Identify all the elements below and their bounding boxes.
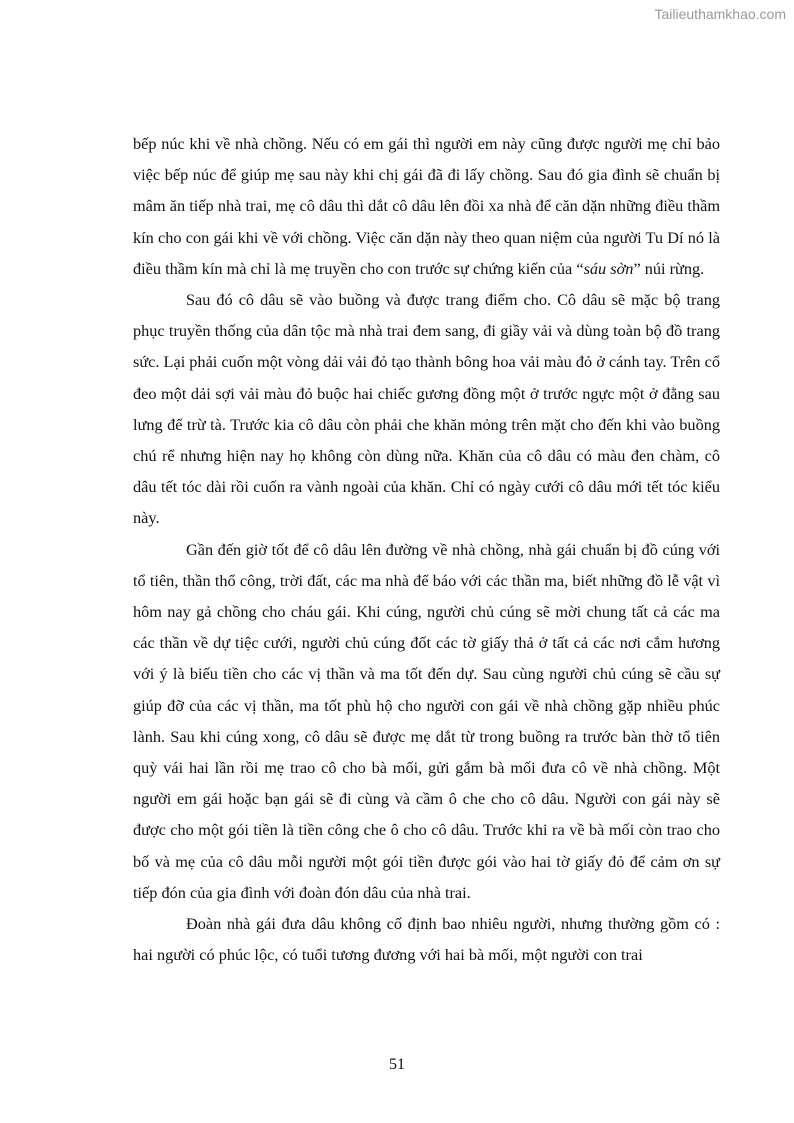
paragraph-1-end: ” núi rừng. <box>633 258 705 278</box>
italic-term: sáu sờn <box>583 258 634 278</box>
watermark: Tailieuthamkhao.com <box>654 6 786 22</box>
paragraph-1 <box>133 128 720 284</box>
paragraph-4: Đoàn nhà gái đưa dâu không cố định bao nhiêu người, nhưng thường gồm có : hai người có phúc lộc, có tuổi tương đương với hai bà mối, một người con trai <box>133 914 720 965</box>
page-number: 51 <box>389 1056 405 1073</box>
paragraph-2: Sau đó cô dâu sẽ vào buồng và được trang điểm cho. Cô dâu sẽ mặc bộ trang phục truyền thống của dân tộc mà nhà trai đem sang, đi giầy vải và dùng toàn bộ đồ trang sức. Lại phải cuốn một vòng dải vải đỏ tạo thành bông hoa vải màu đỏ ở cánh tay. Trên cổ đeo một dải sợi vải màu đỏ buộc hai chiếc gương đồng một ở trước ngực một ở đằng sau lưng để trừ tà. Trước kia cô dâu còn phải che khăn mỏng trên mặt cho đến khi vào buồng chú rể nhưng hiện nay họ không còn dùng nữa. Khăn của cô dâu có màu đen chàm, cô dâu tết tóc dài rồi cuốn ra vành ngoài của khăn. Chỉ có ngày cưới cô dâu mới tết tóc kiểu này. <box>133 290 721 528</box>
paragraph-1-text: bếp núc khi về nhà chồng. Nếu có em gái thì người em này cũng được người mẹ chỉ bảo việc bếp núc để giúp mẹ sau này khi chị gái đã đi lấy chồng. Sau đó gia đình sẽ chuẩn bị mâm ăn tiếp nhà trai, mẹ cô dâu thì dắt cô dâu lên đồi xa nhà để căn dặn những điều thầm kín cho con gái khi về với chồng. Việc căn dặn này theo quan niệm của người Tu Dí nó là điều thầm kín mà chỉ là mẹ truyền cho con trước sự chứng kiến của “ <box>133 134 720 278</box>
paragraph-3: Gần đến giờ tốt để cô dâu lên đường về nhà chồng, nhà gái chuẩn bị đồ cúng với tổ tiên, thần thổ công, trời đất, các ma nhà để báo với các thần ma, biết những đồ lễ vật vì hôm nay gả chồng cho cháu gái. Khi cúng, người chủ cúng sẽ mời chung tất cả các ma các thần về dự tiệc cưới, người chủ cúng đốt các tờ giấy thả ở tất cả các nơi cắm hương với ý là biếu tiền cho các vị thần và ma tốt đến dự. Sau cùng người chủ cúng sẽ cầu sự giúp đỡ của các vị thần, ma tốt phù hộ cho người con gái về nhà chồng gặp nhiều phúc lành. Sau khi cúng xong, cô dâu sẽ được mẹ dắt từ trong buồng ra trước bàn thờ tổ tiên quỳ vái hai lần rồi mẹ trao cô cho bà mối, gửi gắm bà mối đưa cô về nhà chồng. Một người em gái hoặc bạn gái sẽ đi cùng và cầm ô che cho cô dâu. Người con gái này sẽ được cho một gói tiền là tiền công che ô cho cô dâu. Trước khi ra về bà mối còn trao cho bố và mẹ của cô dâu mỗi người một gói tiền được gói vào hai tờ giấy đỏ để cảm ơn sự tiếp đón của gia đình với đoàn đón dâu của nhà trai. <box>133 539 720 902</box>
document-body <box>133 128 720 970</box>
